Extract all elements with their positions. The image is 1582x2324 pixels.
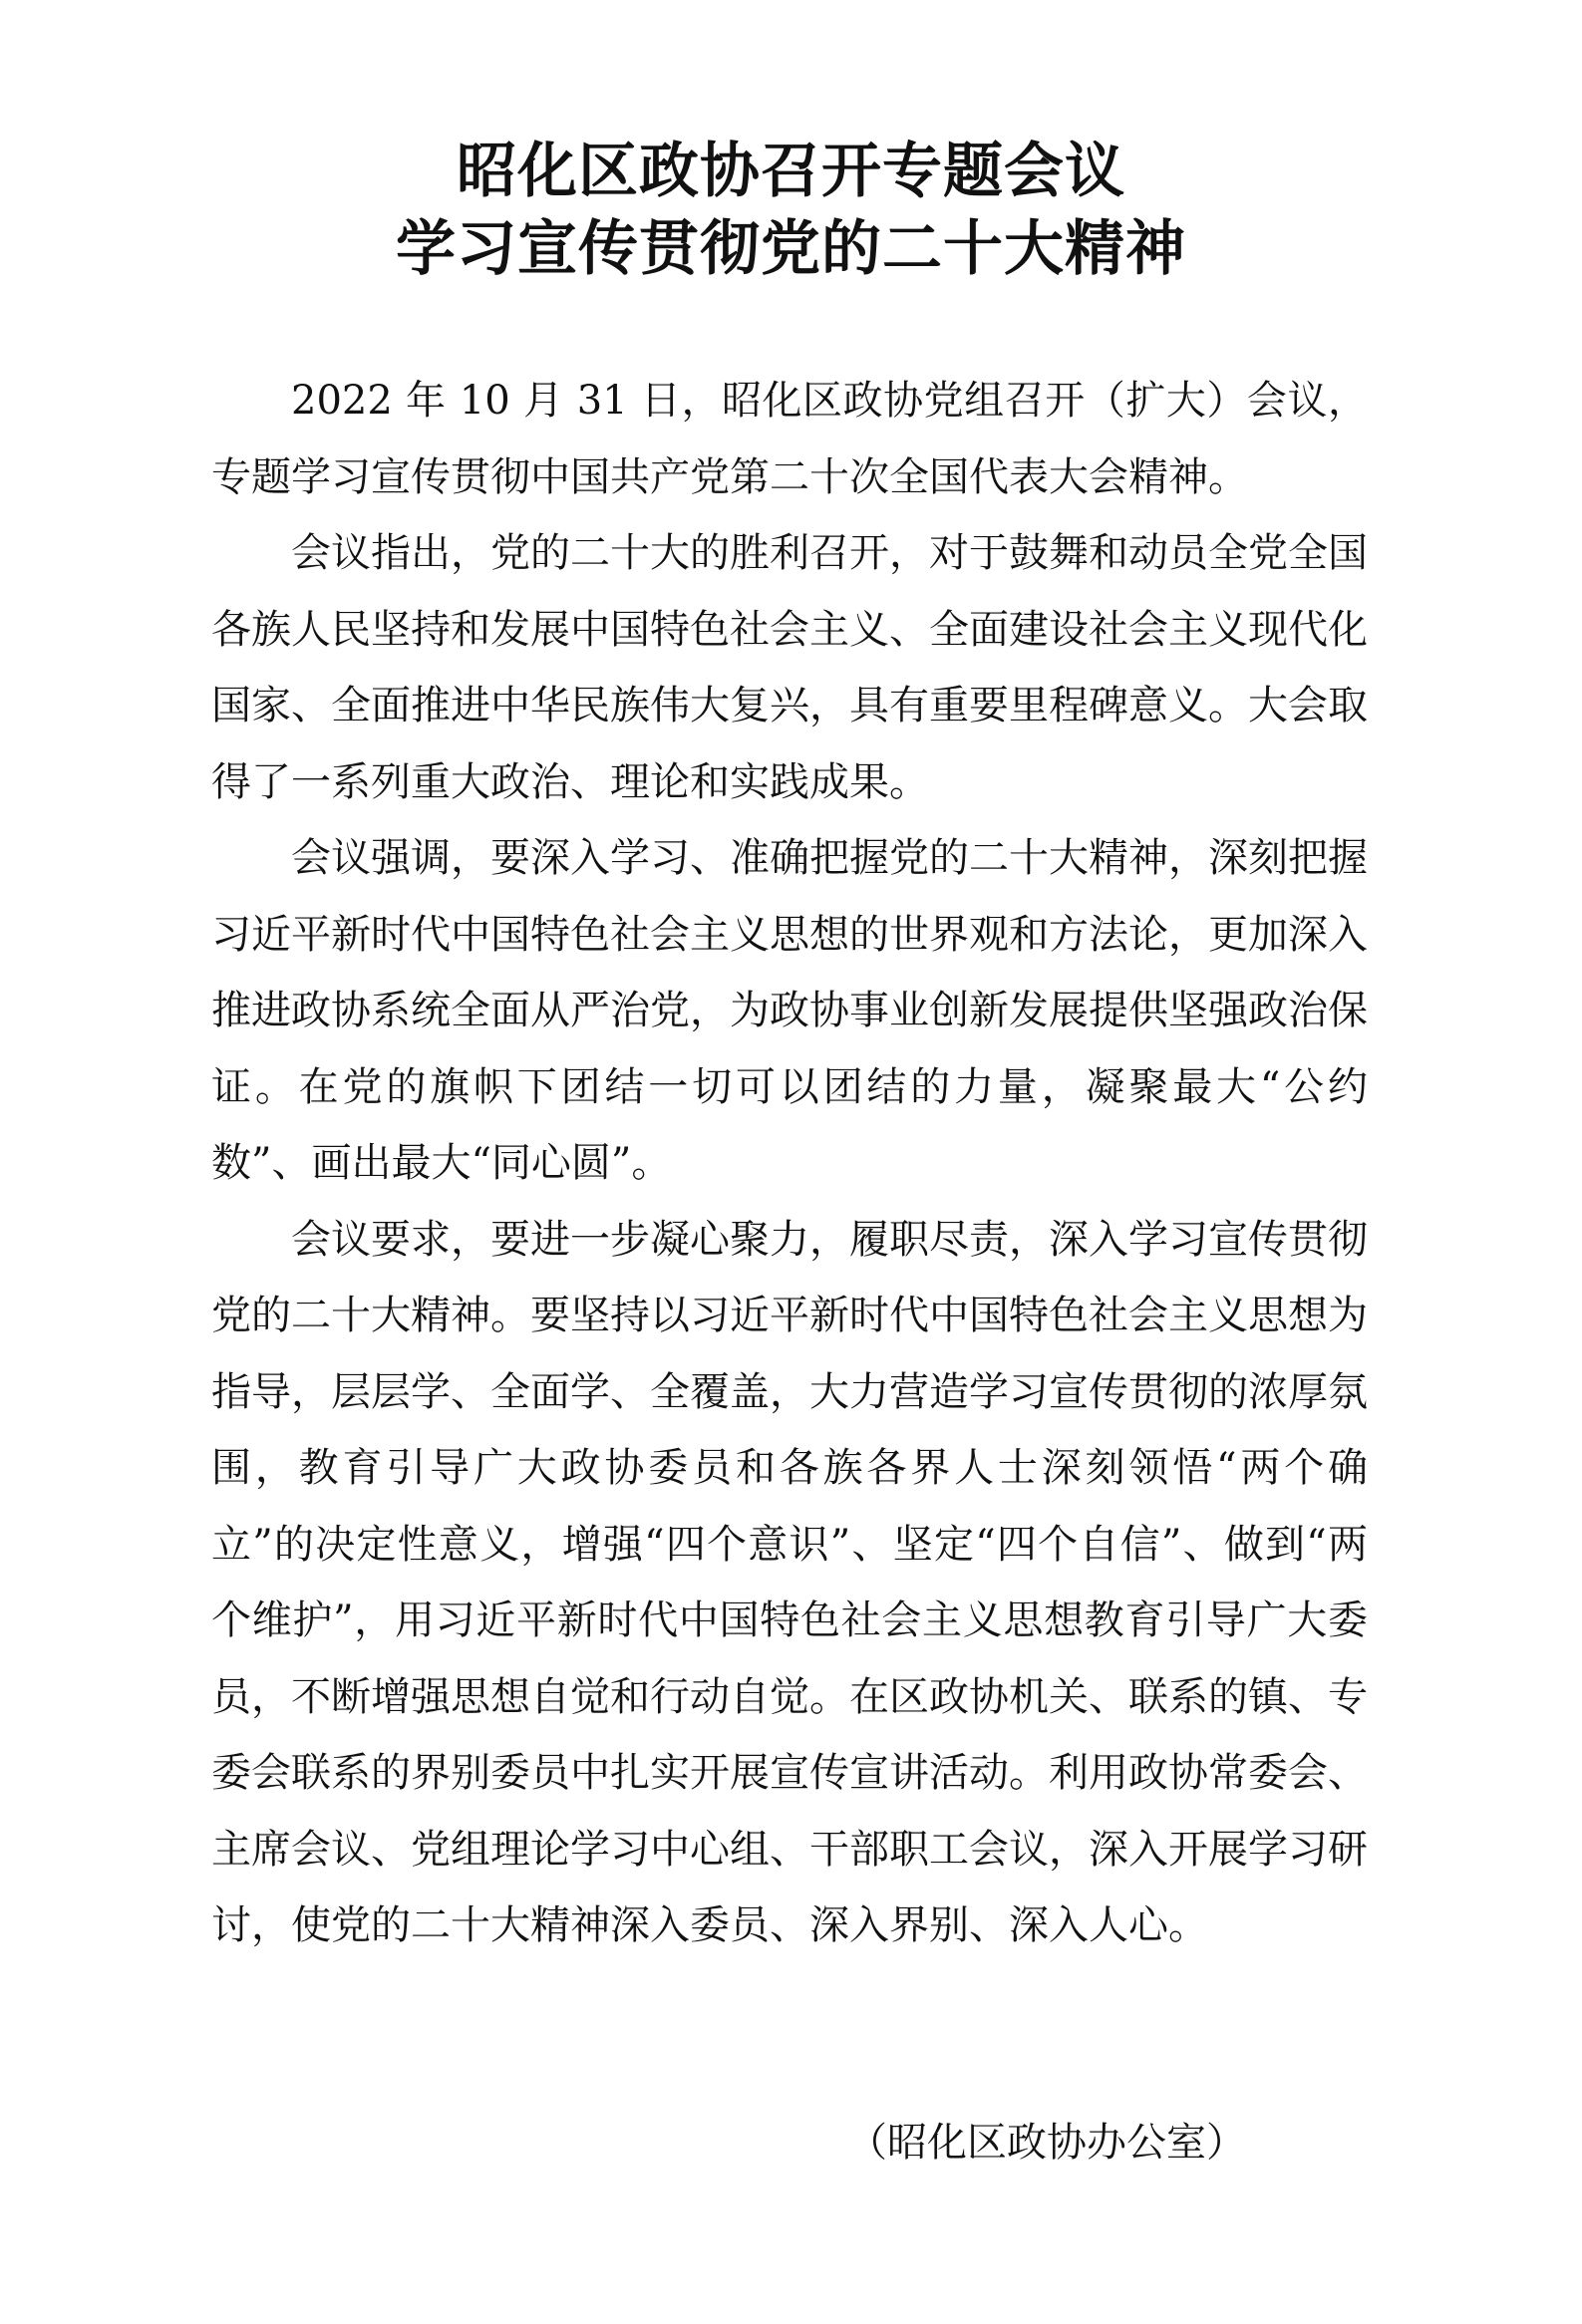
document-body — [211, 363, 1368, 1964]
paragraph-meeting-required: 会议要求，要进一步凝心聚力，履职尽责，深入学习宣传贯彻党的二十大精神。要坚持以习近平新时代中国特色社会主义思想为指导，层层学、全面学、全覆盖，大力营造学习宣传贯彻的浓厚氛围，教育引导广大政协委员和各族各界人士深刻领悟“两个确立”的决定性意义，增强“四个意识”、坚定“四个自信”、做到“两个维护”，用习近平新时代中国特色社会主义思想教育引导广大委员，不断增强思想自觉和行动自觉。在区政协机关、联系的镇、专委会联系的界别委员中扎实开展宣传宣讲活动。利用政协常委会、主席会议、党组理论学习中心组、干部职工会议，深入开展学习研讨，使党的二十大精神深入委员、深入界别、深入人心。 — [211, 1216, 1368, 1948]
paragraph-meeting-pointed-out: 会议指出，党的二十大的胜利召开，对于鼓舞和动员全党全国各族人民坚持和发展中国特色社会主义、全面建设社会主义现代化国家、全面推进中华民族伟大复兴，具有重要里程碑意义。大会取得了一系列重大政治、理论和实践成果。 — [211, 530, 1368, 805]
paragraph-meeting-date: 2022 年 10 月 31 日，昭化区政协党组召开（扩大）会议，专题学习宣传贯彻中国共产党第二十次全国代表大会精神。 — [211, 378, 1368, 500]
document-signature: （昭化区政协办公室） — [847, 2120, 1246, 2166]
document-title-line-2: 学习宣传贯彻党的二十大精神 — [396, 214, 1186, 284]
paragraph-meeting-emphasized: 会议强调，要深入学习、准确把握党的二十大精神，深刻把握习近平新时代中国特色社会主义思想的世界观和方法论，更加深入推进政协系统全面从严治党，为政协事业创新发展提供坚强政治保证。在党的旗帜下团结一切可以团结的力量，凝聚最大“公约数”、画出最大“同心圆”。 — [211, 835, 1368, 1186]
document-title-line-1: 昭化区政协召开专题会议 — [457, 137, 1125, 206]
